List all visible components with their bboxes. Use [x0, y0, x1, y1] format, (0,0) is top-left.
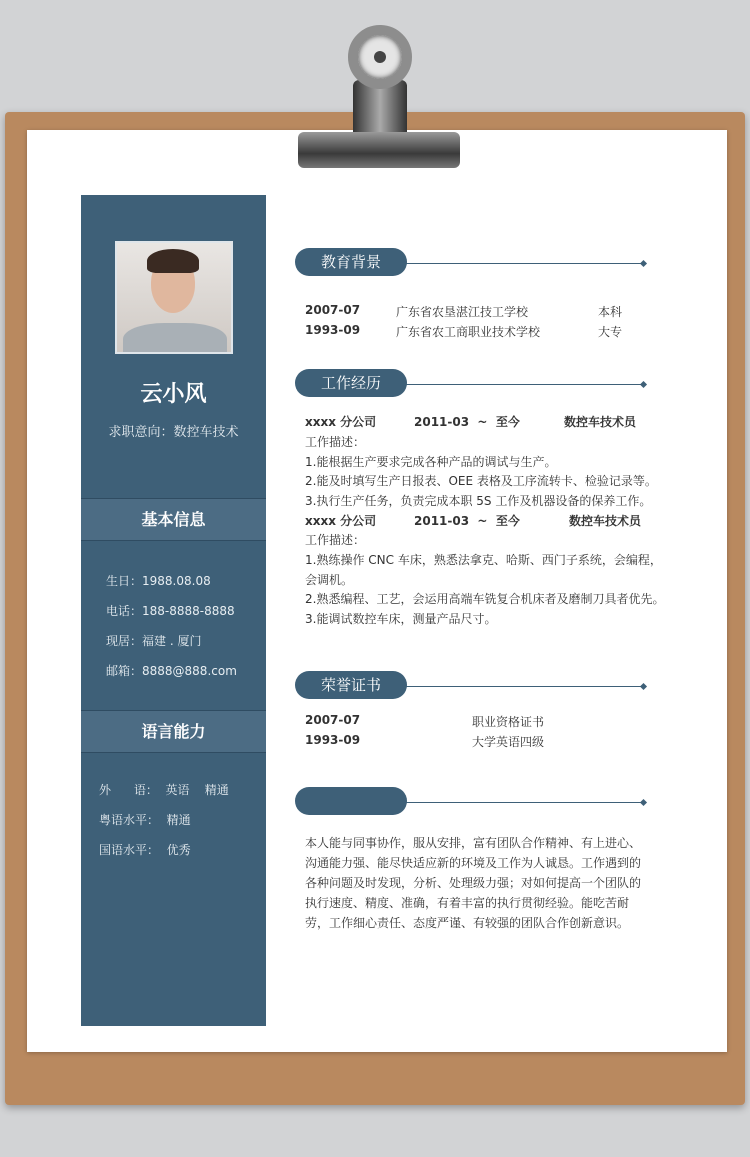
job-desc-line: 2.熟悉编程、工艺，会运用高端车铣复合机床者及磨制刀具者优先。 [305, 592, 665, 606]
sidebar [81, 195, 266, 1026]
job-desc-line: 会调机。 [305, 573, 354, 587]
edu-degree: 本科 [598, 305, 623, 319]
job-desc-line: 2.能及时填写生产日报表、OEE 表格及工序流转卡、检验记录等。 [305, 474, 657, 488]
job-desc-line: 3.能调试数控车床，测量产品尺寸。 [305, 612, 497, 626]
work-heading: 工作经历 [295, 369, 407, 397]
divider [406, 802, 644, 803]
clip-base [298, 132, 460, 168]
job-intent: 求职意向：数控车技术 [108, 425, 239, 440]
job-period: 2011-03 ~ 至今 [414, 514, 520, 528]
language-cantonese: 粤语水平： 精通 [99, 813, 191, 827]
avatar [115, 241, 233, 354]
clip-ring [348, 25, 412, 89]
divider [406, 263, 644, 264]
job-desc-line: 1.熟练操作 CNC 车床，熟悉法拿克、哈斯、西门子系统，会编程， [305, 553, 662, 567]
clip-arm [353, 80, 407, 140]
divider [406, 384, 644, 385]
birthday: 生日：1988.08.08 [106, 574, 211, 588]
edu-school: 广东省农工商职业技术学校 [396, 325, 541, 339]
language-mandarin: 国语水平： 优秀 [99, 843, 191, 857]
self-eval-heading [295, 787, 407, 815]
language-foreign: 外 语： 英语 精通 [99, 783, 229, 797]
language-heading: 语言能力 [81, 710, 266, 753]
divider [406, 686, 644, 687]
honor-date: 1993-09 [305, 733, 361, 747]
edu-date: 2007-07 [305, 303, 361, 317]
job-company: xxxx 分公司 [305, 514, 377, 528]
edu-date: 1993-09 [305, 323, 361, 337]
job-role: 数控车技术员 [569, 514, 642, 528]
phone: 电话：188-8888-8888 [106, 604, 235, 618]
education-heading: 教育背景 [295, 248, 407, 276]
edu-school: 广东省农垦湛江技工学校 [396, 305, 529, 319]
honor-name: 职业资格证书 [472, 715, 545, 729]
honors-heading: 荣誉证书 [295, 671, 407, 699]
email: 邮箱：8888@888.com [106, 664, 237, 678]
edu-degree: 大专 [598, 325, 623, 339]
candidate-name: 云小风 [140, 382, 207, 407]
honor-name: 大学英语四级 [472, 735, 545, 749]
honor-date: 2007-07 [305, 713, 361, 727]
self-evaluation: 本人能与同事协作，服从安排，富有团队合作精神、有上进心、沟通能力强、能尽快适应新的环境及工作为人诚恳。工作遇到的各种问题及时发现，分析、处理级力强；对如何提高一个团队的执行速度、精度、准确，有着丰富的执行贯彻经验。能吃苦耐劳，工作细心责任、态度严谨、有较强的团队合作创新意识。 [305, 836, 642, 930]
job-desc-line: 3.执行生产任务，负责完成本职 5S 工作及机器设备的保养工作。 [305, 494, 652, 508]
job-desc-line: 1.能根据生产要求完成各种产品的调试与生产。 [305, 455, 557, 469]
job-company: xxxx 分公司 [305, 415, 377, 429]
job-period: 2011-03 ~ 至今 [414, 415, 520, 429]
residence: 现居：福建 . 厦门 [106, 634, 202, 648]
basic-info-heading: 基本信息 [81, 498, 266, 541]
job-desc-label: 工作描述： [305, 533, 366, 547]
job-desc-label: 工作描述： [305, 435, 366, 449]
job-role: 数控车技术员 [564, 415, 637, 429]
